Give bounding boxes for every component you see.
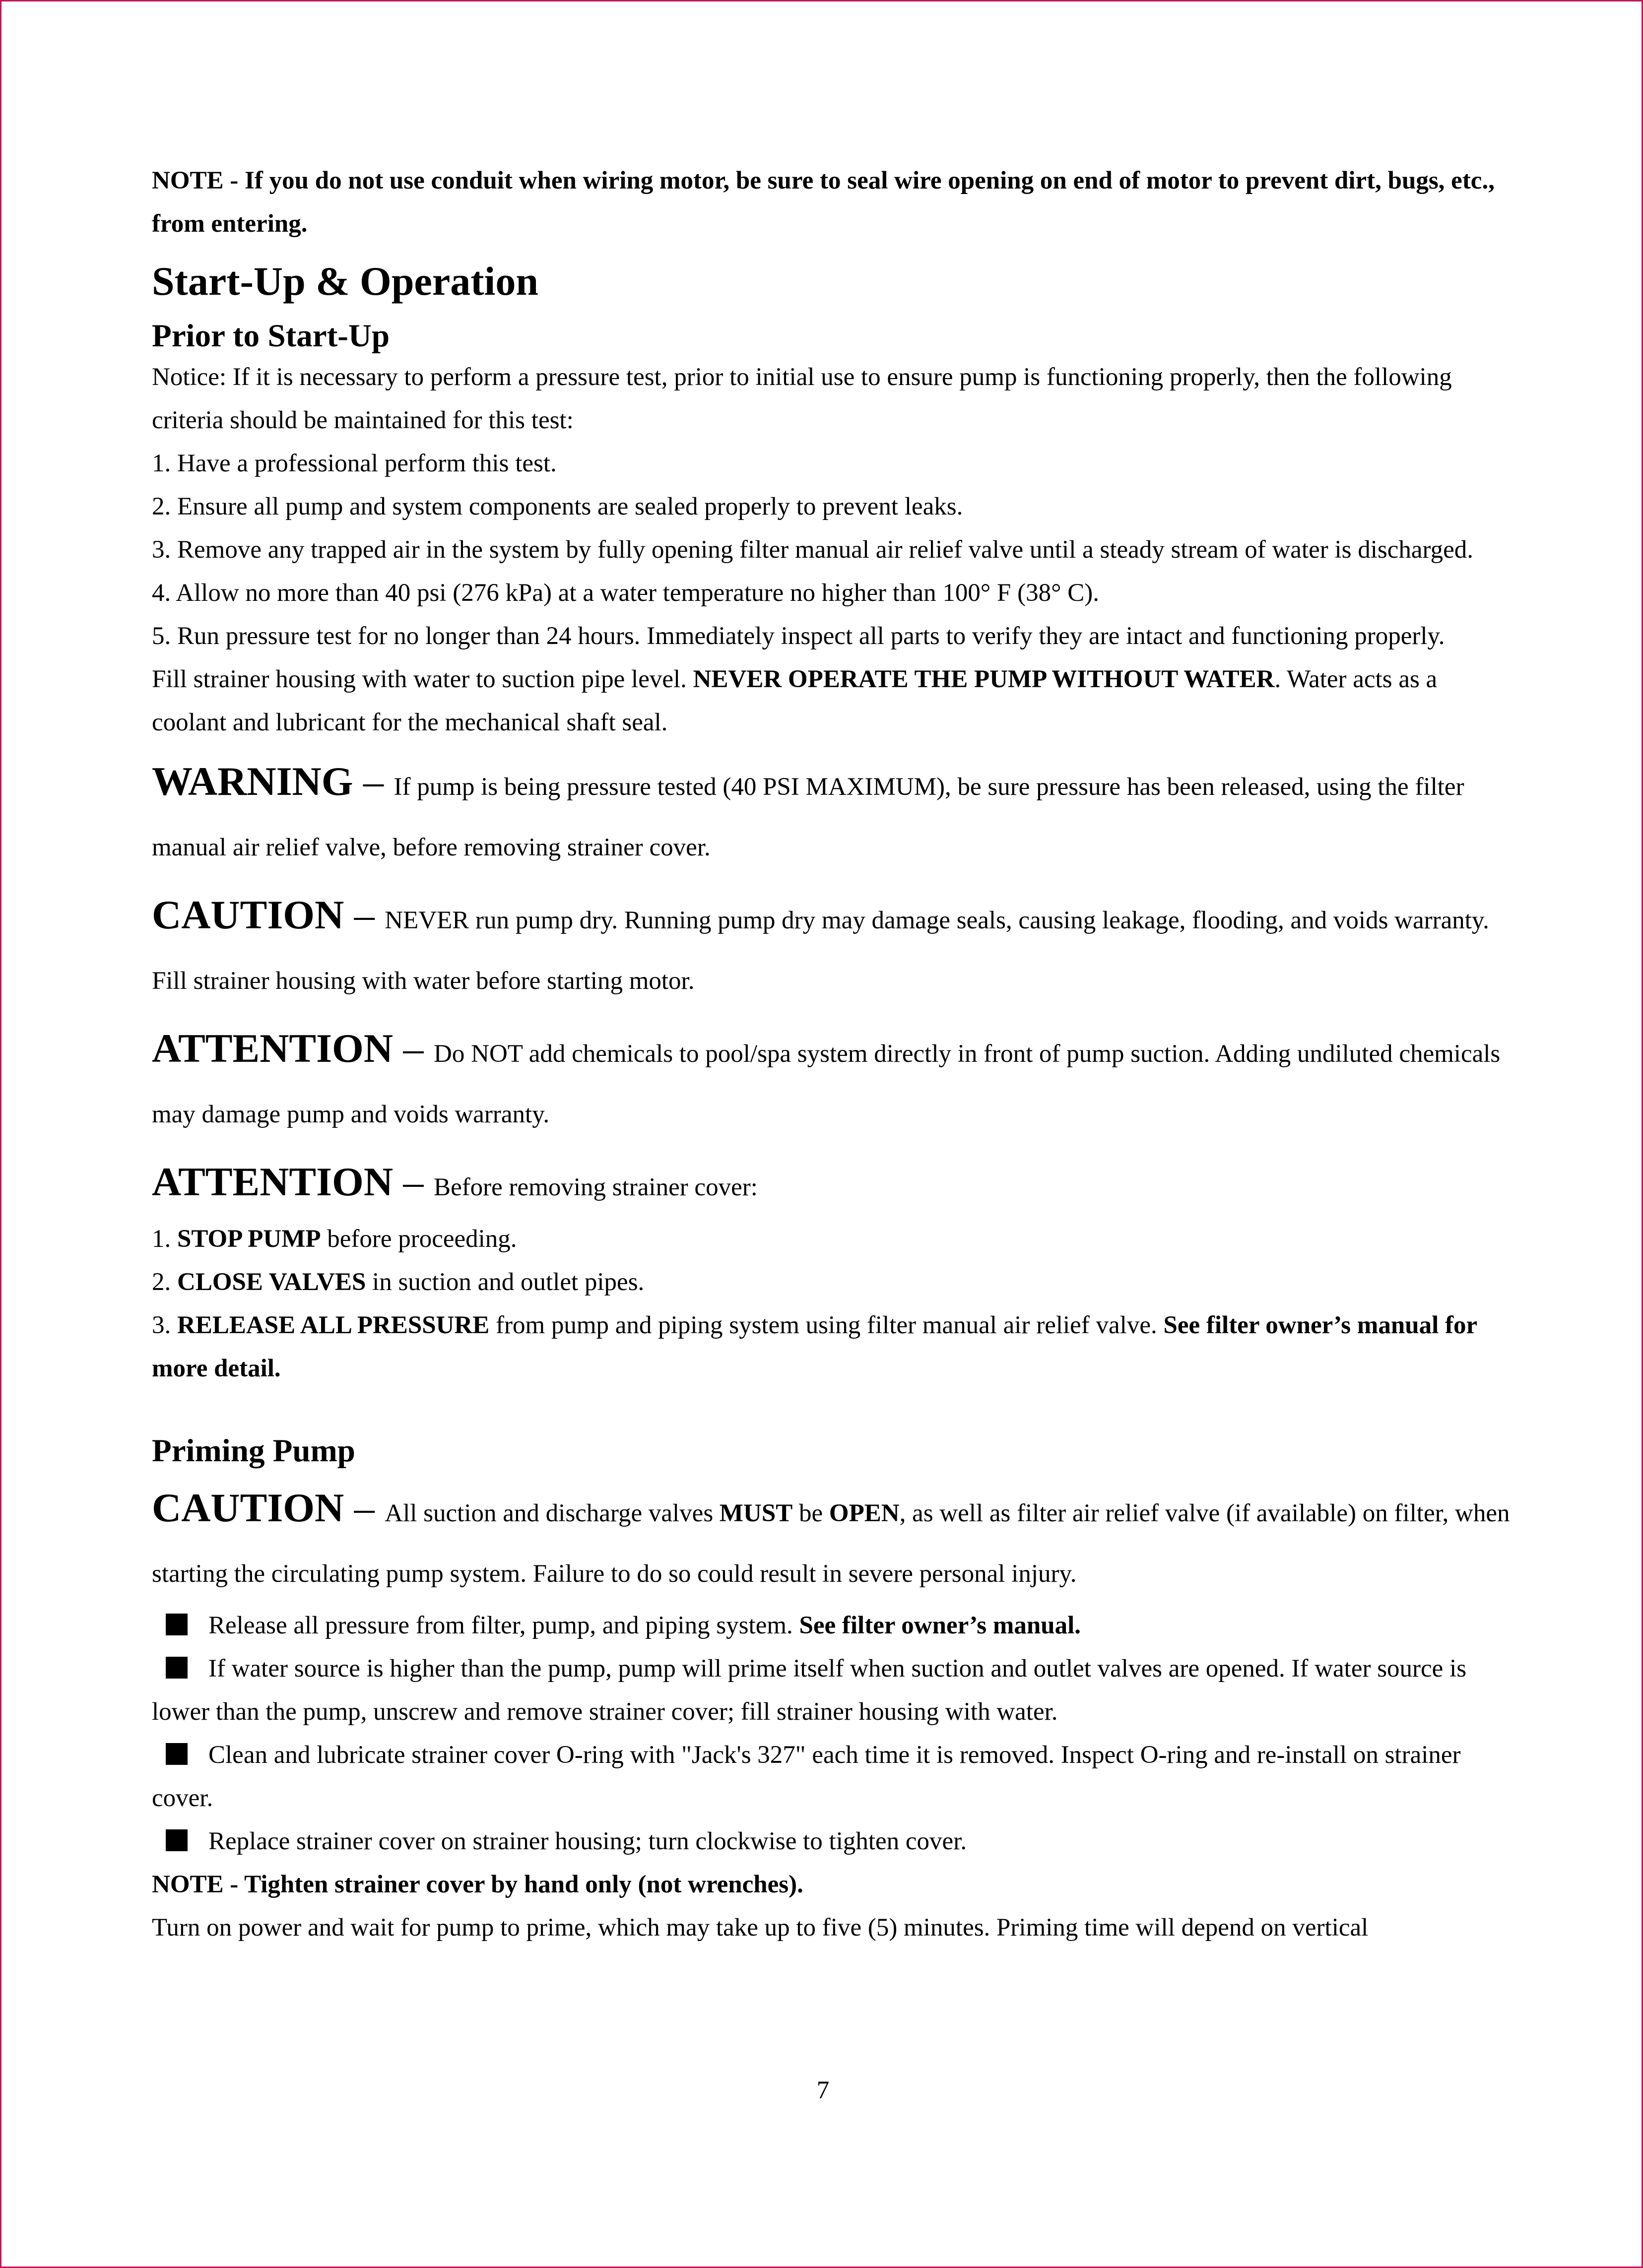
step-action: RELEASE ALL PRESSURE <box>177 1311 490 1339</box>
bullet-reference: See filter owner’s manual. <box>799 1612 1081 1639</box>
priming-heading: Priming Pump <box>152 1433 355 1469</box>
square-bullet-icon <box>166 1657 188 1679</box>
step-number: 2. <box>152 1268 177 1296</box>
priming-bullet <box>152 1647 1514 1734</box>
prior-heading: Prior to Start-Up <box>152 318 390 354</box>
step-action: STOP PUMP <box>177 1225 321 1253</box>
alert-dash: – <box>344 1485 385 1530</box>
alert-text: If pump is being pressure tested (40 PSI MAXIMUM), be sure pressure has been released, using the filter manual air relief valve, before removing strainer cover. <box>152 773 1464 861</box>
alert-text: be <box>792 1499 829 1527</box>
final-paragraph: Turn on power and wait for pump to prime, which may take up to five (5) minutes. Priming time will depend on vertical <box>152 1914 1369 1942</box>
step-action: CLOSE VALVES <box>177 1268 366 1296</box>
alert-text: All suction and discharge valves <box>385 1499 720 1527</box>
alert-keyword: CAUTION <box>152 1485 344 1530</box>
criteria-item: 3. Remove any trapped air in the system by fully opening filter manual air relief valve until a steady stream of water is discharged. <box>152 536 1473 564</box>
caution-block <box>152 885 1514 1011</box>
step-text: from pump and piping system using filter manual air relief valve. <box>489 1311 1164 1339</box>
fill-instruction <box>152 658 1514 744</box>
priming-bullet <box>152 1820 1514 1863</box>
criteria-item: 1. Have a professional perform this test. <box>152 450 557 477</box>
fill-pre: Fill strainer housing with water to suction pipe level. <box>152 665 693 693</box>
note-conduit: NOTE - If you do not use conduit when wiring motor, be sure to seal wire opening on end of motor to prevent dirt, bugs, etc., from entering. <box>152 167 1495 238</box>
square-bullet-icon <box>166 1743 188 1765</box>
alert-keyword: CAUTION <box>152 892 344 937</box>
alert-dash: – <box>393 1026 434 1071</box>
alert-text: NEVER run pump dry. Running pump dry may damage seals, causing leakage, flooding, and voids warranty. Fill strainer housing with water before starting motor. <box>152 907 1489 995</box>
alert-dash: – <box>344 892 385 937</box>
alert-keyword: ATTENTION <box>152 1026 394 1071</box>
criteria-item: 2. Ensure all pump and system components are sealed properly to prevent leaks. <box>152 493 963 520</box>
square-bullet-icon <box>166 1829 188 1851</box>
strainer-step <box>152 1261 1514 1304</box>
step-number: 1. <box>152 1225 177 1253</box>
bullet-text: If water source is higher than the pump, pump will prime itself when suction and outlet valves are opened. If water source is lower than the pump, unscrew and remove strainer cover; fill strainer housing with water. <box>152 1655 1467 1726</box>
priming-bullet <box>152 1734 1514 1820</box>
strainer-step <box>152 1218 1514 1261</box>
strainer-step <box>152 1304 1514 1390</box>
bullet-text: Replace strainer cover on strainer housing; turn clockwise to tighten cover. <box>208 1827 967 1855</box>
alert-dash: – <box>353 759 394 804</box>
alert-keyword: ATTENTION <box>152 1159 394 1204</box>
warning-block <box>152 751 1514 878</box>
step-text: before proceeding. <box>321 1225 517 1253</box>
square-bullet-icon <box>166 1614 188 1635</box>
never-operate-warning: NEVER OPERATE THE PUMP WITHOUT WATER <box>693 665 1275 693</box>
bullet-text: Clean and lubricate strainer cover O-ring with "Jack's 327" each time it is removed. Inspect O-ring and re-install on strainer cover. <box>152 1741 1461 1812</box>
criteria-item: 5. Run pressure test for no longer than 24 hours. Immediately inspect all parts to verify they are intact and functioning properly. <box>152 622 1445 650</box>
priming-caution-block <box>152 1478 1514 1604</box>
attention-strainer-block <box>152 1152 1514 1218</box>
alert-dash: – <box>393 1159 434 1204</box>
step-reference: See filter owner’s manual for more detail. <box>152 1311 1477 1382</box>
section-title: Start-Up & Operation <box>152 259 538 304</box>
alert-text: Before removing strainer cover: <box>434 1173 758 1201</box>
prior-notice: Notice: If it is necessary to perform a pressure test, prior to initial use to ensure pump is functioning properly, then the following criteria should be maintained for this test: <box>152 363 1452 434</box>
page-content <box>152 159 1514 1949</box>
note-hand-tighten: NOTE - Tighten strainer cover by hand only (not wrenches). <box>152 1871 803 1898</box>
must-emphasis: MUST <box>719 1499 793 1527</box>
alert-text: , as well as filter air relief valve (if available) on filter, when starting the circulating pump system. Failure to do so could result in severe personal injury. <box>152 1499 1510 1588</box>
step-text: in suction and outlet pipes. <box>366 1268 645 1296</box>
step-number: 3. <box>152 1311 177 1339</box>
bullet-text: Release all pressure from filter, pump, and piping system. <box>208 1612 799 1639</box>
open-emphasis: OPEN <box>829 1499 900 1527</box>
criteria-item: 4. Allow no more than 40 psi (276 kPa) at a water temperature no higher than 100° F (38° C). <box>152 579 1099 607</box>
attention-chemicals-block <box>152 1018 1514 1145</box>
alert-keyword: WARNING <box>152 759 353 804</box>
page-number: 7 <box>816 2076 830 2104</box>
fill-post: . Water acts as a coolant and lubricant for the mechanical shaft seal. <box>152 665 1438 736</box>
priming-bullet <box>152 1604 1514 1647</box>
alert-text: Do NOT add chemicals to pool/spa system directly in front of pump suction. Adding undiluted chemicals may damage pump and voids warranty. <box>152 1040 1501 1128</box>
